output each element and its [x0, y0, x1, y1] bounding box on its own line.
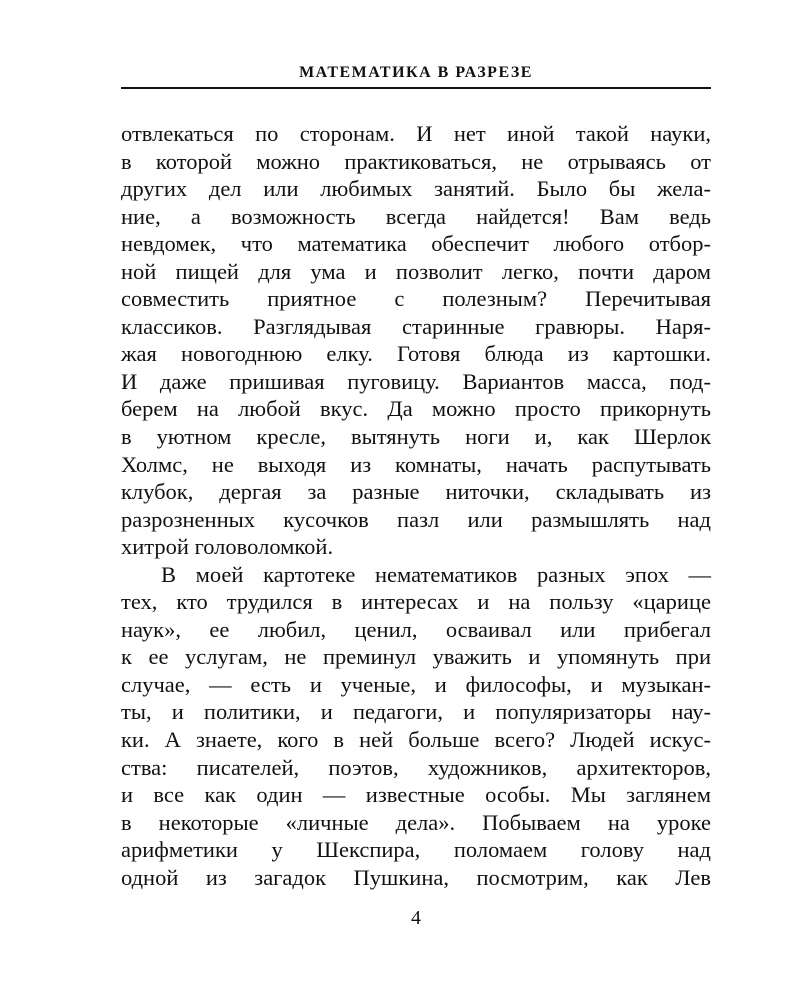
text-line: В моей картотеке нематематиков разных эпох — — [161, 561, 711, 587]
text-line: классиков. Разглядывая старинные гравюры. Наря- — [121, 313, 711, 339]
header-rule — [121, 87, 711, 89]
text-line: к ее услугам, не преминул уважить и упомянуть при — [121, 644, 711, 670]
text-line: ства: писателей, поэтов, художников, архитекторов, — [121, 754, 711, 780]
body-text — [121, 120, 711, 891]
text-line: других дел или любимых занятий. Было бы жела- — [121, 176, 711, 202]
text-line: в уютном кресле, вытянуть ноги и, как Шерлок — [121, 424, 711, 450]
text-line: ки. А знаете, кого в ней больше всего? Людей искус- — [121, 727, 711, 753]
text-line: в некоторые «личные дела». Побываем на уроке — [121, 809, 711, 835]
text-line: тех, кто трудился в интересах и на пользу «царице — [121, 589, 711, 615]
text-line: одной из загадок Пушкина, посмотрим, как Лев — [121, 864, 711, 890]
text-line: разрозненных кусочков пазл или размышлять над — [121, 506, 711, 532]
text-line: невдомек, что математика обеспечит любого отбор- — [121, 231, 711, 257]
text-line: арифметики у Шекспира, поломаем голову над — [121, 837, 711, 863]
text-line: берем на любой вкус. Да можно просто прикорнуть — [121, 396, 711, 422]
text-line: Холмс, не выходя из комнаты, начать распутывать — [121, 451, 711, 477]
text-line: хитрой головоломкой. — [121, 534, 334, 560]
page-number: 4 — [411, 907, 421, 929]
text-line: и все как один — известные особы. Мы заглянем — [121, 782, 711, 808]
text-line: И даже пришивая пуговицу. Вариантов масса, под- — [121, 368, 711, 394]
text-line: случае, — есть и ученые, и философы, и музыкан- — [121, 671, 711, 697]
running-header: МАТЕМАТИКА В РАЗРЕЗЕ — [299, 64, 533, 81]
text-line: в которой можно практиковаться, не отрываясь от — [121, 148, 711, 174]
text-line: наук», ее любил, ценил, осваивал или прибегал — [121, 616, 711, 642]
text-line: жая новогоднюю елку. Готовя блюда из картошки. — [121, 341, 711, 367]
text-line: ной пищей для ума и позволит легко, почти даром — [121, 258, 711, 284]
text-line: отвлекаться по сторонам. И нет иной такой науки, — [121, 121, 711, 146]
text-line: клубок, дергая за разные ниточки, складывать из — [121, 479, 711, 505]
text-line: совместить приятное с полезным? Перечитывая — [121, 286, 711, 312]
text-line: ние, а возможность всегда найдется! Вам ведь — [121, 203, 711, 229]
text-line: ты, и политики, и педагоги, и популяризаторы нау- — [121, 699, 711, 725]
